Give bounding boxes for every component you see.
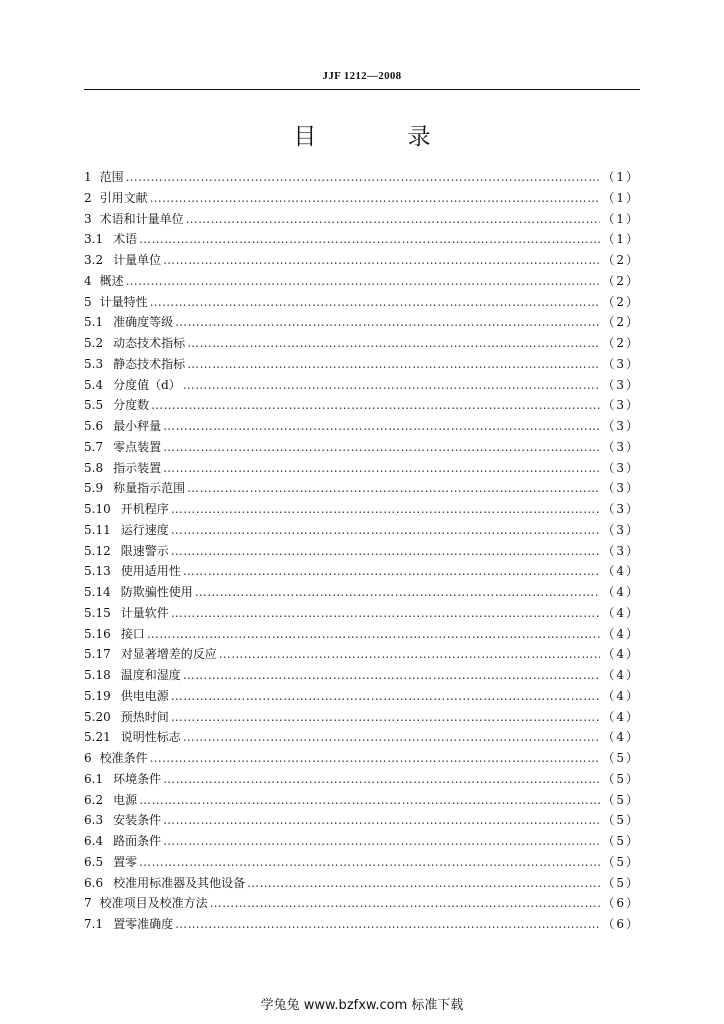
toc-entry-page: （4） xyxy=(602,564,640,579)
toc-leader-dots xyxy=(163,834,600,848)
toc-leader-dots xyxy=(126,170,601,184)
toc-entry-page: （4） xyxy=(602,626,640,641)
toc-entry-number: 5.3 xyxy=(84,356,104,371)
toc-entry-number: 6.3 xyxy=(84,813,104,828)
toc-entry-page: （3） xyxy=(602,460,640,475)
toc-entry-page: （2） xyxy=(602,336,640,350)
toc-entry-page: （4） xyxy=(602,585,640,599)
toc-entry-page: （6） xyxy=(602,896,640,911)
toc-entry-number: 5.16 xyxy=(84,626,111,641)
toc-entry-label: 最小秤量 xyxy=(113,419,162,433)
toc-entry xyxy=(84,625,640,646)
toc-entry xyxy=(84,251,640,272)
toc-entry xyxy=(84,832,640,853)
toc-entry-page: （4） xyxy=(602,709,640,724)
toc-entry-page: （2） xyxy=(602,294,640,309)
toc-entry-label: 防欺骗性使用 xyxy=(120,585,193,599)
toc-entry-number: 6.2 xyxy=(84,792,104,807)
toc-entry-number: 5.1 xyxy=(84,315,104,330)
toc-entry-page: （5） xyxy=(602,792,640,807)
toc-leader-dots xyxy=(150,295,601,309)
toc-leader-dots xyxy=(139,793,600,807)
toc-entry xyxy=(84,459,640,480)
toc-leader-dots xyxy=(247,876,600,890)
toc-leader-dots xyxy=(171,606,601,620)
toc-entry-label: 置零 xyxy=(113,854,138,869)
toc-entry-page: （3） xyxy=(602,377,640,392)
toc-entry-label: 温度和湿度 xyxy=(120,668,181,682)
toc-entry-number: 5.6 xyxy=(84,419,104,433)
toc-leader-dots xyxy=(210,896,601,910)
toc-entry-page: （1） xyxy=(602,211,640,226)
header-rule xyxy=(84,89,640,90)
toc-entry-label: 计量特性 xyxy=(99,294,148,309)
toc-entry-label: 路面条件 xyxy=(113,834,162,848)
toc-leader-dots xyxy=(163,461,600,475)
toc-entry-page: （1） xyxy=(602,190,640,205)
toc-entry xyxy=(84,666,640,687)
toc-leader-dots xyxy=(186,212,601,226)
toc-entry-number: 5.15 xyxy=(84,605,111,620)
toc-entry xyxy=(84,272,640,293)
toc-leader-dots xyxy=(163,772,600,786)
toc-entry-label: 零点装置 xyxy=(113,439,162,454)
toc-entry xyxy=(84,293,640,314)
toc-leader-dots xyxy=(163,253,600,267)
toc-leader-dots xyxy=(150,751,601,765)
toc-entry-number: 6.1 xyxy=(84,771,104,786)
toc-entry-label: 指示装置 xyxy=(113,460,162,475)
toc-entry-number: 5.11 xyxy=(84,522,111,537)
toc-entry-number: 6 xyxy=(84,751,92,765)
toc-entry-label: 计量软件 xyxy=(120,605,169,620)
toc-entry-page: （5） xyxy=(602,854,640,869)
toc-entry-page: （6） xyxy=(602,917,640,931)
toc-entry-label: 术语和计量单位 xyxy=(99,211,184,226)
toc-entry-number: 5.13 xyxy=(84,564,111,579)
toc-entry-label: 范围 xyxy=(99,170,124,184)
footer-watermark: 学兔兔 www.bzfxw.com 标准下载 xyxy=(260,998,464,1013)
toc-entry xyxy=(84,811,640,832)
toc-entry-number: 5.8 xyxy=(84,460,104,475)
toc-leader-dots xyxy=(187,481,600,495)
toc-leader-dots xyxy=(175,315,600,329)
toc-entry-page: （4） xyxy=(602,730,640,745)
toc-leader-dots xyxy=(171,544,601,558)
toc-entry xyxy=(84,396,640,417)
toc-entry xyxy=(84,894,640,915)
toc-entry-label: 动态技术指标 xyxy=(113,336,186,350)
toc-entry-page: （2） xyxy=(602,273,640,288)
toc-entry-page: （4） xyxy=(602,668,640,682)
toc-entry-number: 5.21 xyxy=(84,730,111,745)
toc-entry-number: 5.18 xyxy=(84,668,111,682)
toc-leader-dots xyxy=(171,689,601,703)
toc-entry-page: （5） xyxy=(602,771,640,786)
toc-entry-page: （3） xyxy=(602,419,640,433)
toc-entry xyxy=(84,438,640,459)
toc-leader-dots xyxy=(183,730,601,744)
toc-leader-dots xyxy=(163,419,600,433)
toc-entry-label: 电源 xyxy=(113,792,138,807)
toc-entry-number: 5.9 xyxy=(84,481,104,496)
toc-entry-page: （1） xyxy=(602,170,640,184)
toc-entry-label: 开机程序 xyxy=(120,502,169,516)
toc-entry-number: 5.14 xyxy=(84,585,111,599)
toc-entry-number: 5.19 xyxy=(84,688,111,703)
toc-entry-label: 校准条件 xyxy=(99,751,148,765)
toc-leader-dots xyxy=(139,232,600,246)
toc-entry xyxy=(84,168,640,189)
toc-entry xyxy=(84,355,640,376)
toc-leader-dots xyxy=(151,398,600,412)
toc-entry-page: （5） xyxy=(602,834,640,848)
toc-entry-label: 称量指示范围 xyxy=(113,481,186,496)
toc-entry-label: 安装条件 xyxy=(113,813,162,828)
toc-entry-label: 计量单位 xyxy=(113,253,162,267)
toc-leader-dots xyxy=(187,336,600,350)
toc-entry-page: （2） xyxy=(602,253,640,267)
toc-entry xyxy=(84,562,640,583)
toc-leader-dots xyxy=(195,585,601,599)
toc-entry xyxy=(84,542,640,563)
toc-leader-dots xyxy=(171,502,601,516)
toc-entry-page: （1） xyxy=(602,232,640,247)
toc-leader-dots xyxy=(183,668,601,682)
toc-entry-label: 环境条件 xyxy=(113,771,162,786)
toc-entry-label: 运行速度 xyxy=(120,522,169,537)
toc-entry-number: 6.4 xyxy=(84,834,104,848)
toc-entry-label: 预热时间 xyxy=(120,709,169,724)
toc-entry-number: 1 xyxy=(84,170,92,184)
toc-entry-page: （2） xyxy=(602,315,640,330)
toc-entry-label: 校准用标准器及其他设备 xyxy=(113,875,246,890)
toc-entry xyxy=(84,583,640,604)
toc-entry xyxy=(84,376,640,397)
toc-leader-dots xyxy=(187,357,600,371)
toc-entry-page: （5） xyxy=(602,875,640,890)
toc-entry xyxy=(84,210,640,231)
toc-entry-number: 3.1 xyxy=(84,232,104,247)
toc-entry xyxy=(84,500,640,521)
toc-entry-page: （3） xyxy=(602,502,640,516)
toc-entry-label: 术语 xyxy=(113,232,138,247)
toc-entry-label: 接口 xyxy=(120,626,145,641)
toc-entry-page: （4） xyxy=(602,688,640,703)
toc-leader-dots xyxy=(183,564,601,578)
toc-entry-label: 对显著增差的反应 xyxy=(120,647,217,662)
toc-entry xyxy=(84,749,640,770)
toc-entry xyxy=(84,770,640,791)
toc-entry-number: 2 xyxy=(84,190,92,205)
toc-entry xyxy=(84,521,640,542)
toc-entry-label: 引用文献 xyxy=(99,190,148,205)
table-of-contents xyxy=(84,168,640,936)
toc-entry xyxy=(84,313,640,334)
toc-entry-page: （5） xyxy=(602,813,640,828)
toc-entry-number: 5.10 xyxy=(84,502,111,516)
toc-entry xyxy=(84,334,640,355)
toc-entry xyxy=(84,874,640,895)
toc-leader-dots xyxy=(171,710,601,724)
toc-entry xyxy=(84,708,640,729)
toc-entry-label: 供电电源 xyxy=(120,688,169,703)
toc-leader-dots xyxy=(147,627,601,641)
toc-entry-page: （3） xyxy=(602,398,640,413)
toc-entry-number: 5.20 xyxy=(84,709,111,724)
toc-entry-number: 5.17 xyxy=(84,647,111,662)
toc-leader-dots xyxy=(126,274,601,288)
toc-leader-dots xyxy=(139,855,600,869)
toc-entry-number: 6.5 xyxy=(84,854,104,869)
toc-entry-number: 7 xyxy=(84,896,92,911)
toc-leader-dots xyxy=(219,647,601,661)
toc-entry xyxy=(84,728,640,749)
toc-entry xyxy=(84,417,640,438)
toc-entry-number: 5.4 xyxy=(84,377,104,392)
toc-entry-page: （4） xyxy=(602,647,640,662)
toc-entry-page: （5） xyxy=(602,751,640,765)
toc-entry-number: 7.1 xyxy=(84,917,104,931)
toc-entry-number: 6.6 xyxy=(84,875,104,890)
toc-entry-number: 5.12 xyxy=(84,543,111,558)
toc-entry-number: 5.2 xyxy=(84,336,104,350)
toc-entry-label: 分度数 xyxy=(113,398,150,413)
toc-entry xyxy=(84,915,640,936)
toc-entry xyxy=(84,791,640,812)
toc-entry-page: （3） xyxy=(602,543,640,558)
toc-entry xyxy=(84,853,640,874)
toc-leader-dots xyxy=(175,917,600,931)
toc-entry-label: 静态技术指标 xyxy=(113,356,186,371)
toc-entry-label: 说明性标志 xyxy=(120,730,181,745)
toc-entry-number: 5.5 xyxy=(84,398,104,413)
toc-entry-number: 5 xyxy=(84,294,92,309)
toc-entry-number: 4 xyxy=(84,273,92,288)
toc-entry-page: （3） xyxy=(602,356,640,371)
toc-entry-label: 准确度等级 xyxy=(113,315,174,330)
page-title: 目 录 xyxy=(293,124,473,150)
toc-entry xyxy=(84,604,640,625)
toc-entry xyxy=(84,189,640,210)
toc-entry-page: （4） xyxy=(602,605,640,620)
document-header: JJF 1212—2008 xyxy=(322,70,402,82)
toc-entry-page: （3） xyxy=(602,522,640,537)
toc-entry-page: （3） xyxy=(602,481,640,496)
toc-entry-number: 3.2 xyxy=(84,253,104,267)
toc-entry-label: 限速警示 xyxy=(120,543,169,558)
toc-leader-dots xyxy=(171,523,601,537)
toc-entry xyxy=(84,230,640,251)
toc-entry-number: 3 xyxy=(84,211,92,226)
toc-leader-dots xyxy=(163,440,600,454)
toc-entry-label: 校准项目及校准方法 xyxy=(99,896,208,911)
toc-entry xyxy=(84,687,640,708)
toc-entry-label: 使用适用性 xyxy=(120,564,181,579)
toc-entry-page: （3） xyxy=(602,439,640,454)
toc-entry-label: 分度值（d） xyxy=(113,377,181,392)
toc-leader-dots xyxy=(150,191,601,205)
toc-leader-dots xyxy=(163,813,600,827)
toc-leader-dots xyxy=(183,378,601,392)
toc-entry-label: 置零准确度 xyxy=(113,917,174,931)
toc-entry xyxy=(84,645,640,666)
toc-entry-number: 5.7 xyxy=(84,439,104,454)
toc-entry xyxy=(84,479,640,500)
toc-entry-label: 概述 xyxy=(99,273,124,288)
